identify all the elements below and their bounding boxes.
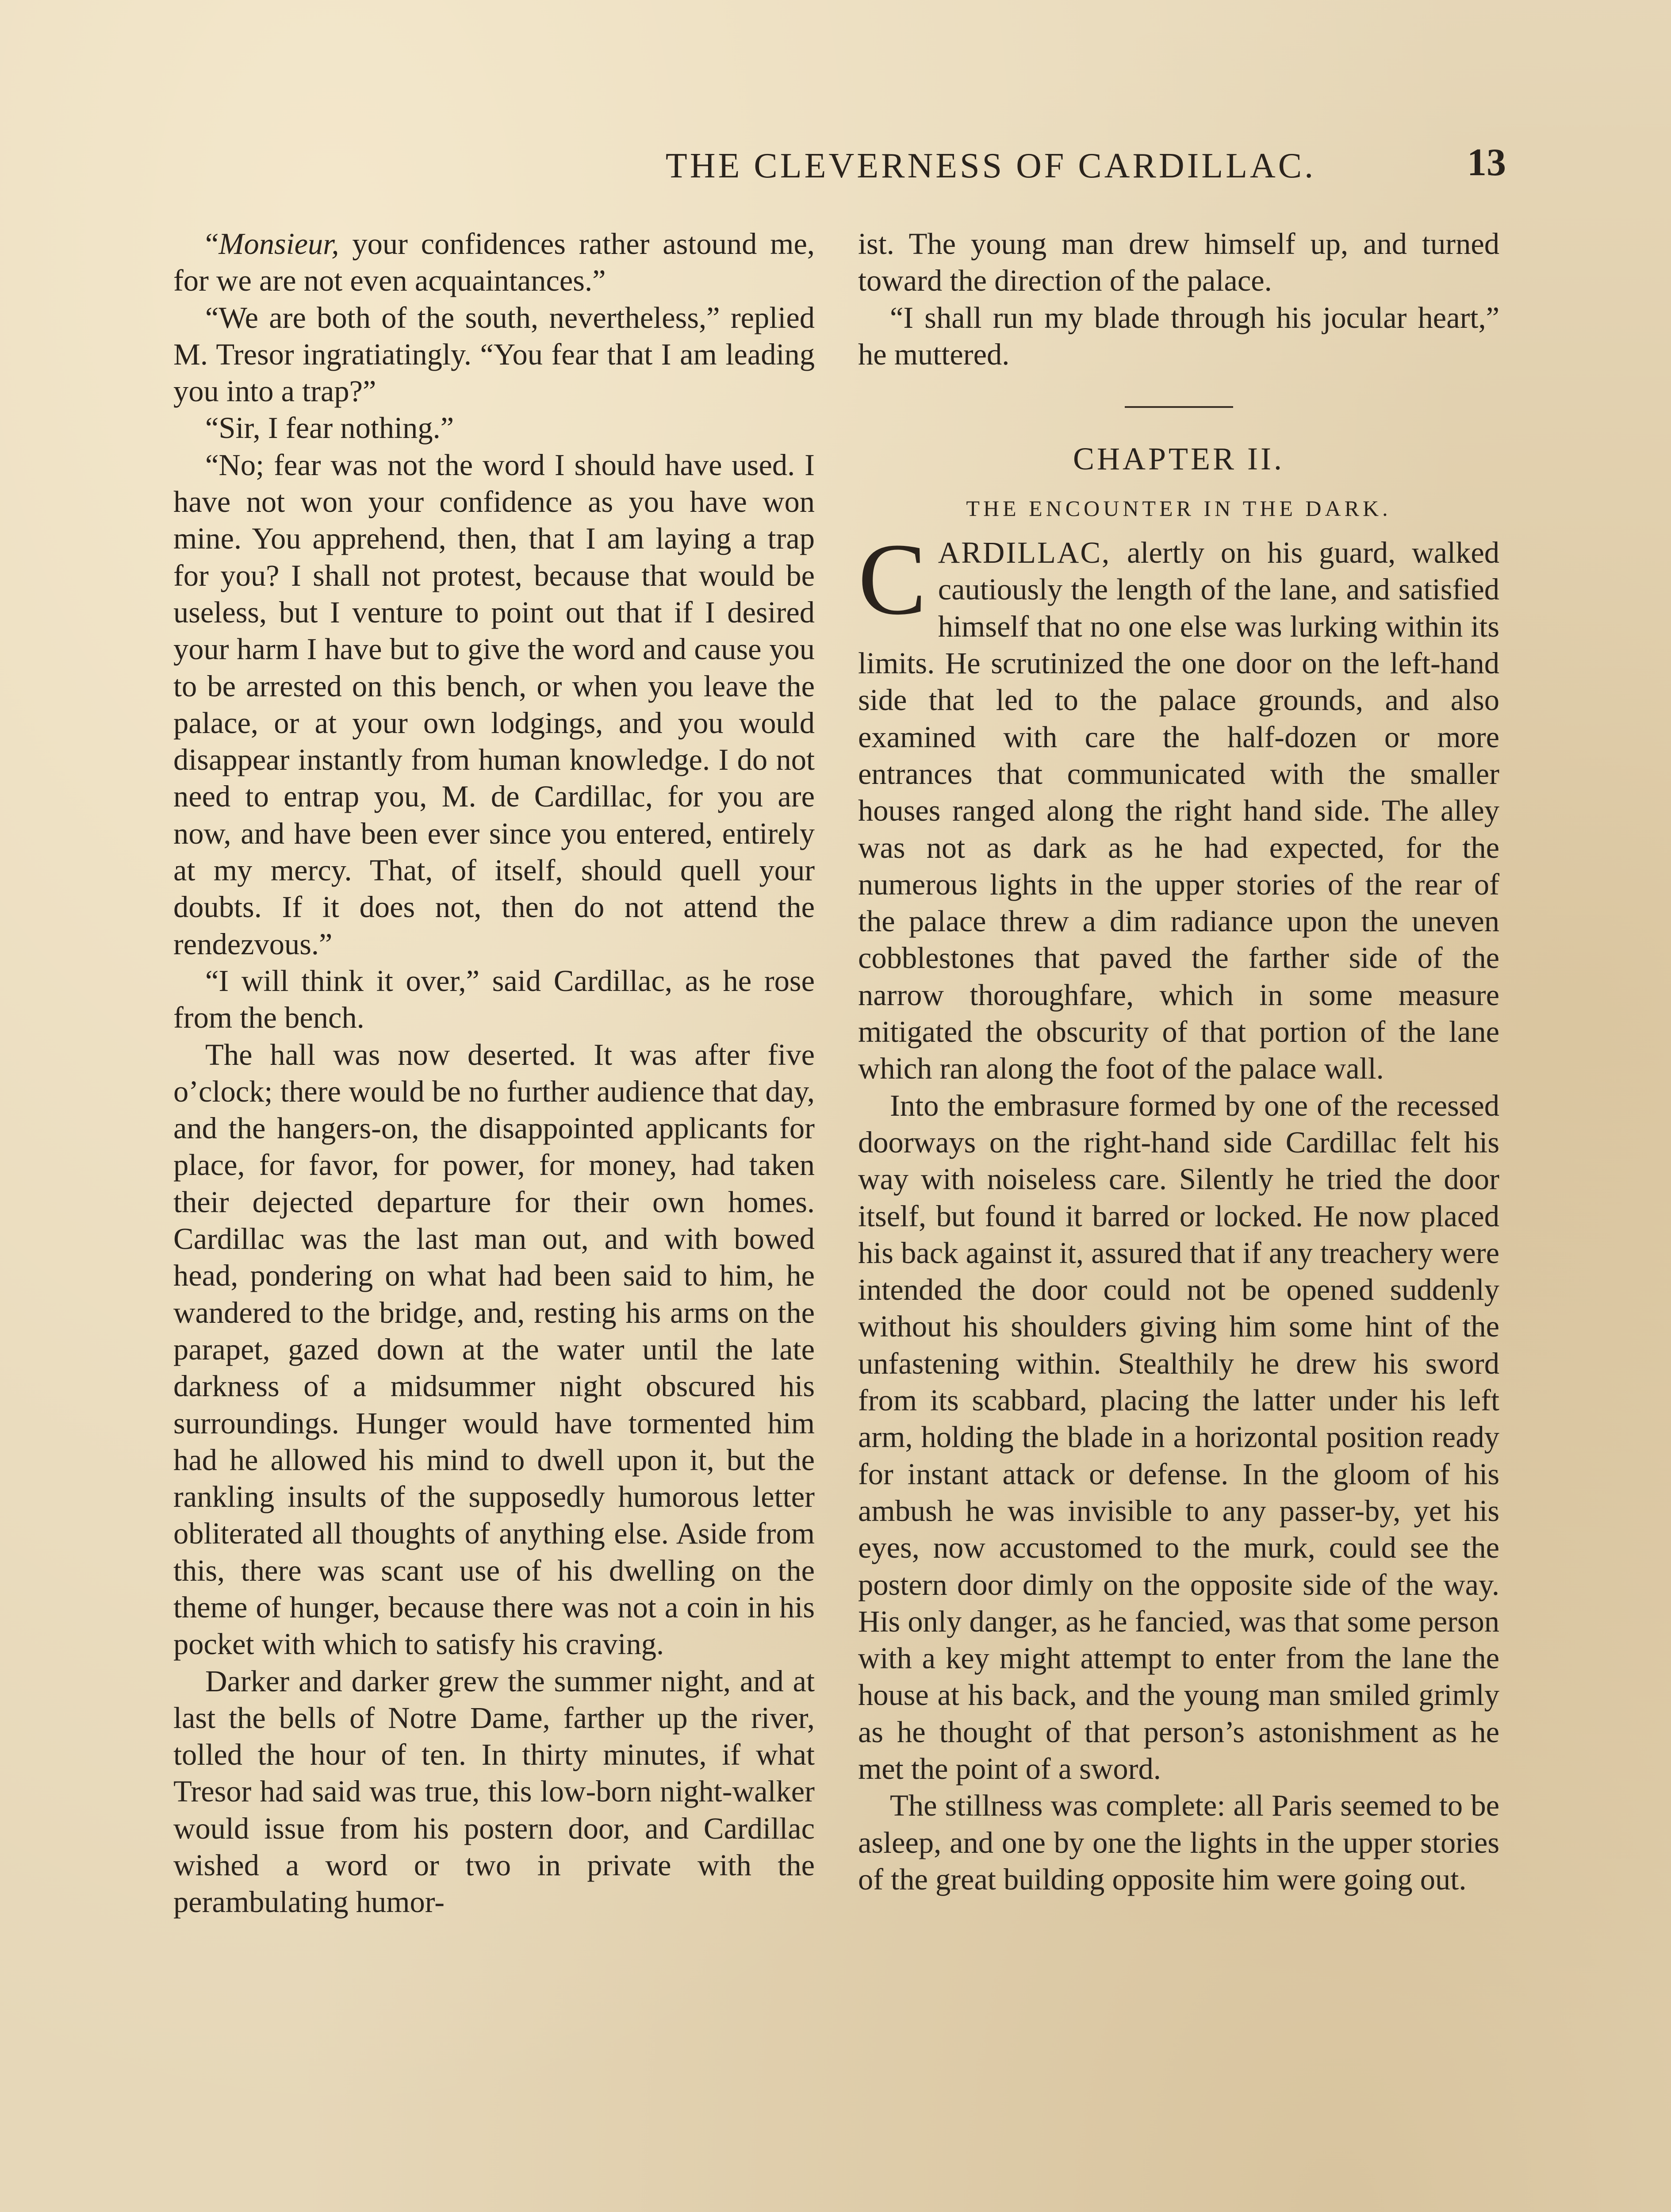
- paragraph: [173, 226, 815, 300]
- paragraph: [858, 522, 1499, 1087]
- chapter-title: CHAPTER II.: [1073, 441, 1284, 477]
- right-column: [858, 226, 1499, 1898]
- paragraph: Darker and darker grew the summer night, and at last the bells of Notre Dame, farther up the river, tolled the hour of ten. In thirty minutes, if what Tresor had said was true, this low-born night-walker would issue from his postern door, and Cardillac wished a word or two in private with the perambulating humor-: [173, 1664, 815, 1919]
- paragraph-text: alertly on his guard, walked cautiously the length of the lane, and satisfied himself that no one else was lurking within its limits. He scrutinized the one door on the left-hand side that led to the palace grounds, and also examined with care the half-dozen or more entrances that communicated with the smaller houses ranged along the right hand side. The alley was not as dark as he had expected, for the numerous lights in the upper stories of the rear of the palace threw a dim radiance upon the uneven cobblestones that paved the farther side of the narrow thoroughfare, which in some measure mitigated the obscurity of that portion of the lane which ran along the foot of the palace wall.: [858, 536, 1499, 1086]
- paragraph: “No; fear was not the word I should have used. I have not won your confidence as you have won mine. You apprehend, then, that I am laying a trap for you? I shall not protest, because that would be useless, but I venture to point out that if I desired your harm I have but to give the word and cause you to be arrested on this bench, or when you leave the palace, or at your own lodgings, and you would disappear instantly from human knowledge. I do not need to entrap you, M. de Cardillac, for you are now, and have been ever since you entered, entirely at my mercy. That, of itself, should quell your doubts. If it does not, then do not attend the rendezvous.”: [173, 448, 815, 961]
- paragraph: “I shall run my blade through his jocular heart,” he muttered.: [858, 300, 1499, 371]
- paragraph: The hall was now deserted. It was after five o’clock; there would be no further audience that day, and the hangers-on, the disappointed applicants for place, for favor, for power, for money, had taken their dejected departure for their own homes. Cardillac was the last man out, and with bowed head, pondering on what had been said to him, he wandered to the bridge, and, resting his arms on the parapet, gazed down at the water until the late darkness of a midsummer night obscured his surroundings. Hunger would have tormented him had he allowed his mind to dwell upon it, but the rankling insults of the supposedly humorous letter obliterated all thoughts of anything else. Aside from this, there was scant use of his dwelling on the theme of hunger, because there was not a coin in his pocket with which to satisfy his craving.: [173, 1037, 815, 1661]
- running-title: THE CLEVERNESS OF CARDILLAC.: [665, 146, 1316, 185]
- paragraph: “We are both of the south, nevertheless,” replied M. Tresor ingratiatingly. “You fear that I am leading you into a trap?”: [173, 300, 815, 408]
- open-quote: “: [205, 227, 219, 261]
- italic-word: Monsieur,: [218, 227, 339, 261]
- chapter-subtitle: THE ENCOUNTER IN THE DARK.: [966, 496, 1391, 521]
- section-divider: [1125, 406, 1233, 408]
- paragraph: ist. The young man drew himself up, and turned toward the direction of the palace.: [858, 227, 1499, 298]
- drop-cap: C: [858, 522, 927, 637]
- small-caps-word: ARDILLAC,: [938, 536, 1111, 570]
- left-column: [173, 226, 815, 1921]
- paragraph: Into the embrasure formed by one of the recessed doorways on the right-hand side Cardillac felt his way with noiseless care. Silently he tried the door itself, but found it barred or locked. He now placed his back against it, assured that if any treachery were intended the door could not be opened suddenly without his shoulders giving him some hint of the unfastening within. Stealthily he drew his sword from its scabbard, placing the latter under his left arm, holding the blade in a horizontal position ready for instant attack or defense. In the gloom of his ambush he was invisible to any passer-by, yet his eyes, now accustomed to the murk, could see the postern door dimly on the opposite side of the way. His only danger, as he fancied, was that some person with a key might attempt to enter from the lane the house at his back, and the young man smiled grimly as he thought of that person’s astonishment as he met the point of a sword.: [858, 1088, 1499, 1786]
- page-number: 13: [1467, 141, 1506, 184]
- paragraph: “I will think it over,” said Cardillac, as he rose from the bench.: [173, 964, 815, 1035]
- paragraph-text: your confidences rather astound me, for we are not even acquaintances.”: [173, 227, 815, 298]
- paragraph: The stillness was complete: all Paris seemed to be asleep, and one by one the lights in the upper stories of the great building opposite him were going out.: [858, 1789, 1499, 1896]
- paragraph: “Sir, I fear nothing.”: [205, 411, 454, 445]
